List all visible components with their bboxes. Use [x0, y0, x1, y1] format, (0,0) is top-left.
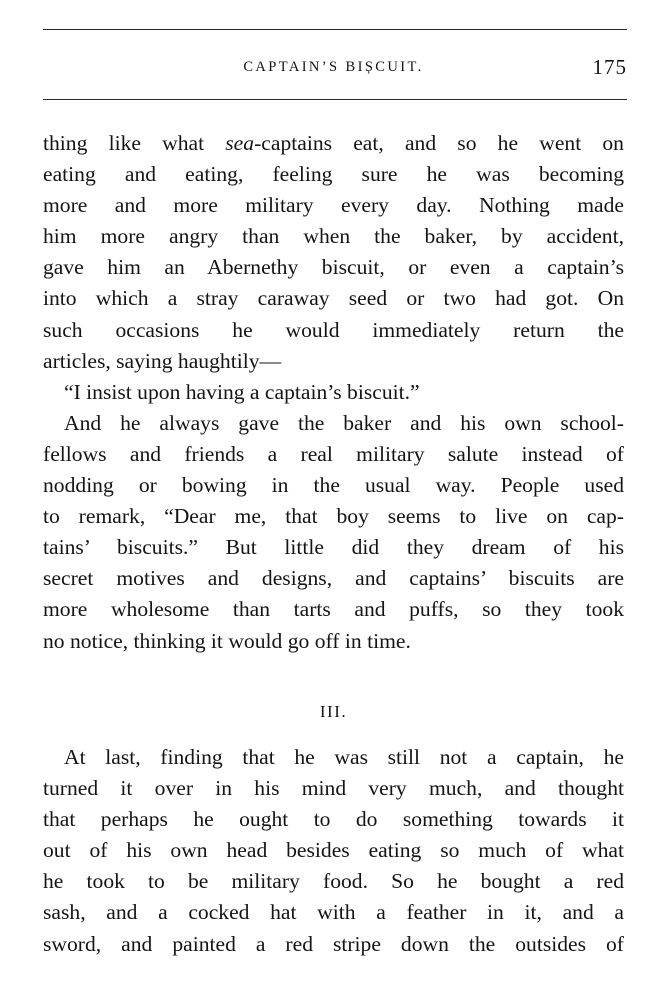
text-line: articles, saying haughtily—	[43, 348, 282, 373]
text-line: sword, and painted a red stripe down the outsides of	[43, 931, 624, 956]
header-top-rule	[43, 29, 627, 30]
text-line: gave him an Abernethy biscuit, or even a captain’s	[43, 255, 624, 280]
text-line: that perhaps he ought to do something towards it	[43, 807, 624, 832]
text-line: into which a stray caraway seed or two had got. On	[43, 286, 624, 311]
text-line: fellows and friends a real military salute instead of	[43, 441, 624, 466]
text-line: sash, and a cocked hat with a feather in it, and a	[43, 900, 624, 925]
section-heading: III.	[319, 702, 348, 721]
text-line: such occasions he would immediately return the	[43, 317, 624, 342]
running-head: CAPTAIN’S BIȘCUIT.	[243, 59, 424, 75]
text-line: eating and eating, feeling sure he was becoming	[43, 162, 624, 187]
text-line: more wholesome than tarts and puffs, so they took	[43, 597, 624, 622]
text-line: no notice, thinking it would go off in time.	[43, 628, 411, 653]
text-line: And he always gave the baker and his own school-	[64, 410, 624, 435]
text-line: him more angry than when the baker, by accident,	[43, 224, 624, 249]
text-run: thing like what	[43, 131, 226, 155]
text-line: tains’ biscuits.” But little did they dream of his	[43, 535, 624, 560]
text-line: secret motives and designs, and captains’ biscuits are	[43, 566, 624, 591]
page-number: 175	[592, 55, 627, 79]
text-line: out of his own head besides eating so much of what	[43, 838, 624, 863]
text-line: he took to be military food. So he bought a red	[43, 869, 624, 894]
header-bottom-rule	[43, 99, 627, 100]
body-text-upper	[43, 128, 624, 657]
text-line: turned it over in his mind very much, and thought	[43, 776, 624, 801]
text-line: nodding or bowing in the usual way. People used	[43, 473, 624, 498]
italic-word: sea	[225, 131, 255, 155]
body-text-lower	[43, 742, 624, 960]
text-run: -captains eat, and so he went on	[254, 131, 624, 155]
text-line: At last, finding that he was still not a captain, he	[64, 745, 624, 769]
text-line	[43, 128, 624, 159]
text-line: to remark, “Dear me, that boy seems to live on cap-	[43, 504, 624, 529]
text-line: more and more military every day. Nothing made	[43, 193, 624, 218]
quote-line: “I insist upon having a captain’s biscuit.”	[64, 379, 420, 404]
